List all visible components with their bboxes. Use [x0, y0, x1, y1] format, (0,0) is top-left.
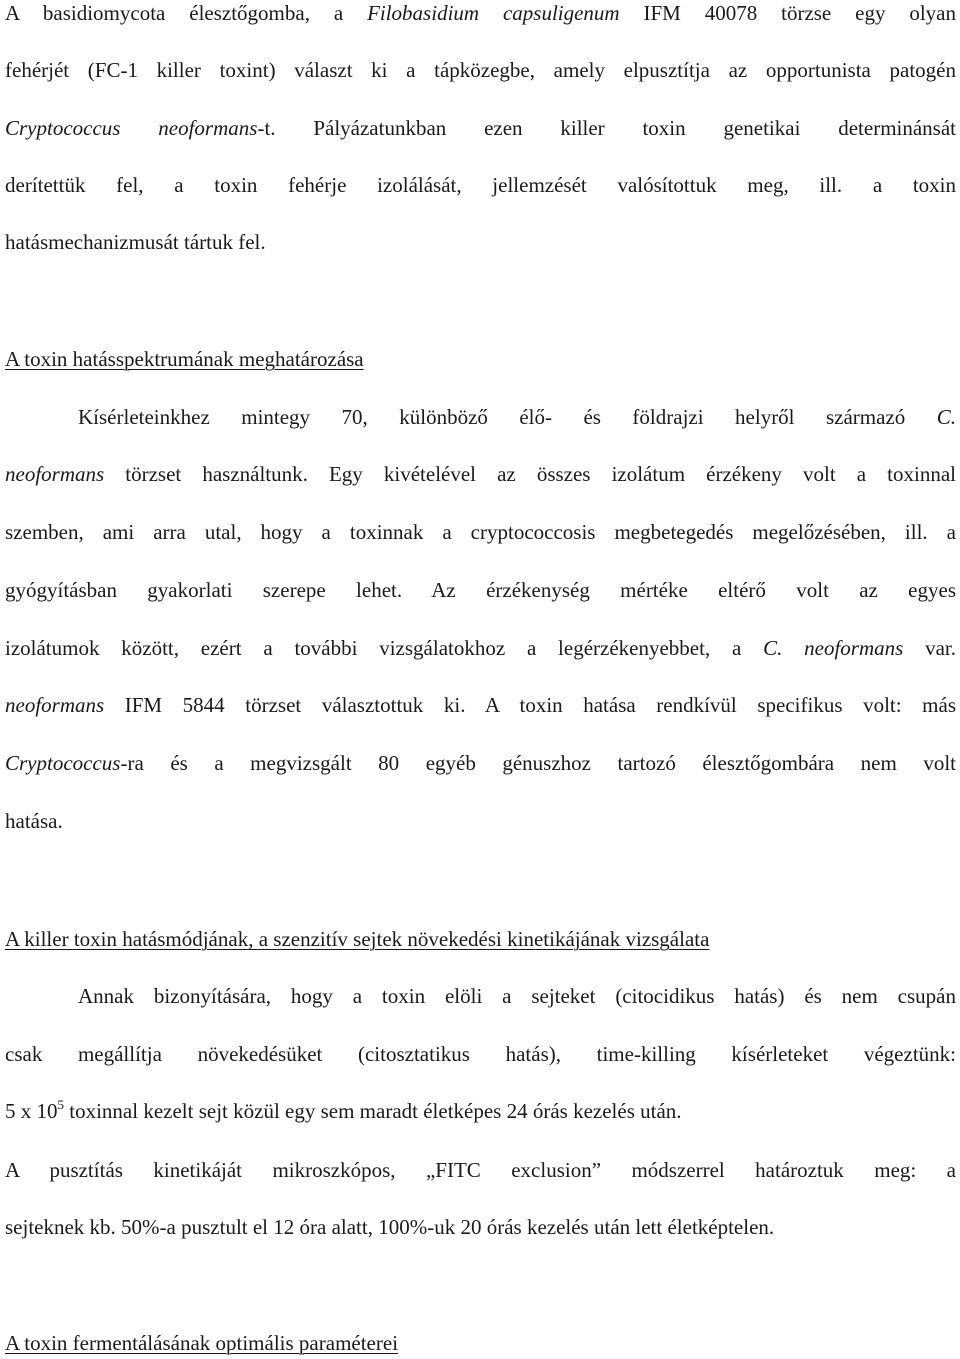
text-run: Annak bizonyítására, hogy a toxin elöli a sejteket (citocidikus hatás) és nem csupán [78, 984, 956, 1008]
text-line [5, 692, 956, 718]
italic-run: neoformans [5, 693, 105, 717]
text-run: A pusztítás kinetikáját mikroszkópos, „FITC exclusion” módszerrel határoztuk meg: a [5, 1158, 956, 1182]
text-run: törzset használtunk. Egy kivételével az összes izolátum érzékeny volt a toxinnal [104, 462, 956, 486]
italic-run: neoformans [5, 462, 105, 486]
text-run: IFM 40078 törzse egy olyan [619, 1, 957, 25]
text-line [5, 750, 956, 776]
italic-run: Filobasidium capsuligenum [367, 1, 620, 25]
text-line [5, 1098, 956, 1124]
text-run: -ra és a megvizsgált 80 egyéb génuszhoz tartozó élesztőgombára nem volt [120, 751, 956, 775]
text-run: toxinnal kezelt sejt közül egy sem maradt életképes 24 órás kezelés után. [64, 1099, 682, 1123]
text-line [5, 461, 956, 487]
section-heading: A killer toxin hatásmódjának, a szenzitív sejtek növekedési kinetikájának vizsgálata [5, 927, 710, 951]
text-run: A basidiomycota élesztőgomba, a [5, 1, 368, 25]
text-run: var. [903, 636, 956, 660]
text-run: sejteknek kb. 50%-a pusztult el 12 óra alatt, 100%-uk 20 órás kezelés után lett életképtelen. [5, 1215, 775, 1239]
text-line [5, 577, 956, 603]
text-line [78, 983, 956, 1009]
text-line [5, 1157, 956, 1183]
text-run: szemben, ami arra utal, hogy a toxinnak a cryptococcosis megbetegedés megelőzésében, ill. a [5, 520, 956, 544]
text-run: csak megállítja növekedésüket (citosztatikus hatás), time-killing kísérleteket végeztünk: [5, 1042, 956, 1066]
text-line [5, 115, 956, 141]
text-run: hatásmechanizmusát tártuk fel. [5, 230, 266, 254]
text-run: hatása. [5, 809, 63, 833]
italic-run: C. [936, 405, 956, 429]
text-run: izolátumok között, ezért a további vizsgálatokhoz a legérzékenyebbet, a [5, 636, 764, 660]
text-line [5, 0, 956, 26]
text-run: gyógyításban gyakorlati szerepe lehet. Az érzékenység mértéke eltérő volt az egyes [5, 578, 956, 602]
text-run: -t. Pályázatunkban ezen killer toxin genetikai determinánsát [257, 116, 957, 140]
text-line [5, 1214, 956, 1240]
text-run: fehérjét (FC-1 killer toxint) választ ki a tápközegbe, amely elpusztítja az opportunista patogén [5, 58, 956, 82]
text-line [5, 1041, 956, 1067]
text-line [5, 57, 956, 83]
text-line [5, 635, 956, 661]
italic-run: C. neoformans [763, 636, 904, 660]
text-line [5, 229, 956, 255]
text-line [5, 519, 956, 545]
text-run: 5 x 10 [5, 1099, 58, 1123]
text-run: IFM 5844 törzset választottuk ki. A toxin hatása rendkívül specifikus volt: más [104, 693, 956, 717]
italic-run: Cryptococcus [5, 751, 121, 775]
section-heading: A toxin hatásspektrumának meghatározása [5, 347, 364, 371]
italic-run: Cryptococcus neoformans [5, 116, 258, 140]
text-line [5, 172, 956, 198]
text-run: Kísérleteinkhez mintegy 70, különböző élő- és földrajzi helyről származó [78, 405, 937, 429]
text-run: derítettük fel, a toxin fehérje izolálását, jellemzését valósítottuk meg, ill. a toxin [5, 173, 956, 197]
text-line [78, 404, 956, 430]
superscript-run: 5 [57, 1097, 64, 1112]
section-heading: A toxin fermentálásának optimális paraméterei [5, 1331, 399, 1355]
text-line [5, 808, 956, 834]
